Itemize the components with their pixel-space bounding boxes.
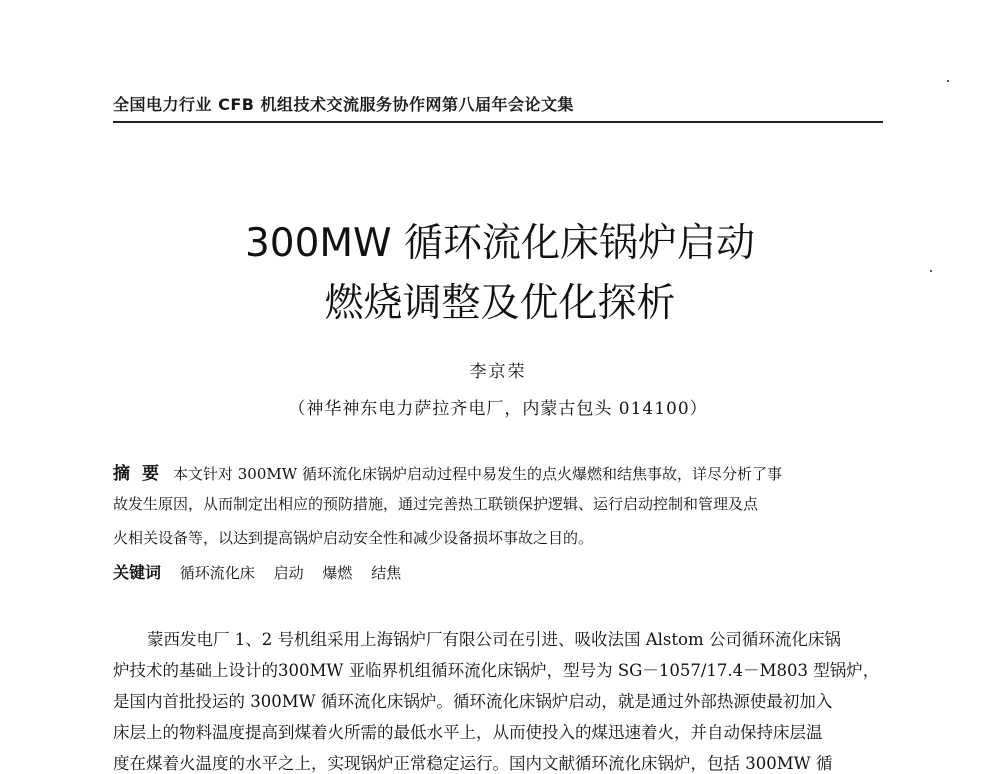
body-line-3: 是国内首批投运的 300MW 循环流化床锅炉。循环流化床锅炉启动，就是通过外部热源使最初加入 [113, 692, 833, 711]
abstract-label: 摘要 [113, 464, 171, 484]
keyword: 结焦 [371, 564, 402, 582]
body-line-1: 蒙西发电厂 1、2 号机组采用上海锅炉厂有限公司在引进、吸收法国 Alstom 公司循环流化床锅 [147, 630, 841, 649]
title-line-2: 燃烧调整及优化探析 [324, 281, 676, 326]
keyword: 启动 [273, 564, 304, 582]
running-head: 全国电力行业 CFB 机组技术交流服务协作网第八届年会论文集 [113, 95, 575, 114]
keyword: 循环流化床 [179, 564, 255, 582]
author: 李京荣 [469, 362, 527, 382]
abstract-line-3: 火相关设备等，以达到提高锅炉启动安全性和减少设备损坏事故之目的。 [113, 529, 594, 547]
keywords [113, 560, 415, 583]
title-line-1: 300MW 循环流化床锅炉启动 [244, 221, 756, 266]
abstract-line-1 [113, 459, 885, 484]
scan-speck [930, 270, 932, 272]
keywords-label: 关键词 [113, 563, 162, 582]
abstract-line-2: 故发生原因，从而制定出相应的预防措施，通过完善热工联锁保护逻辑、运行启动控制和管理及点 [113, 495, 759, 513]
header-rule [113, 121, 883, 123]
body-line-4: 床层上的物料温度提高到煤着火所需的最低水平上，从而使投入的煤迅速着火，并自动保持床层温 [113, 723, 823, 742]
keyword: 爆燃 [322, 564, 353, 582]
abstract-text-1: 本文针对 300MW 循环流化床锅炉启动过程中易发生的点火爆燃和结焦事故，详尽分析了事 [173, 465, 782, 483]
affiliation: （神华神东电力萨拉齐电厂，内蒙古包头 014100） [288, 399, 708, 419]
body-line-2: 炉技术的基础上设计的300MW 亚临界机组循环流化床锅炉，型号为 SG－1057/17.4－M803 型锅炉， [113, 661, 880, 680]
scan-speck [947, 80, 949, 82]
body-line-5: 度在煤着火温度的水平之上，实现锅炉正常稳定运行。国内文献循环流化床锅炉，包括 300MW 循 [113, 754, 833, 773]
